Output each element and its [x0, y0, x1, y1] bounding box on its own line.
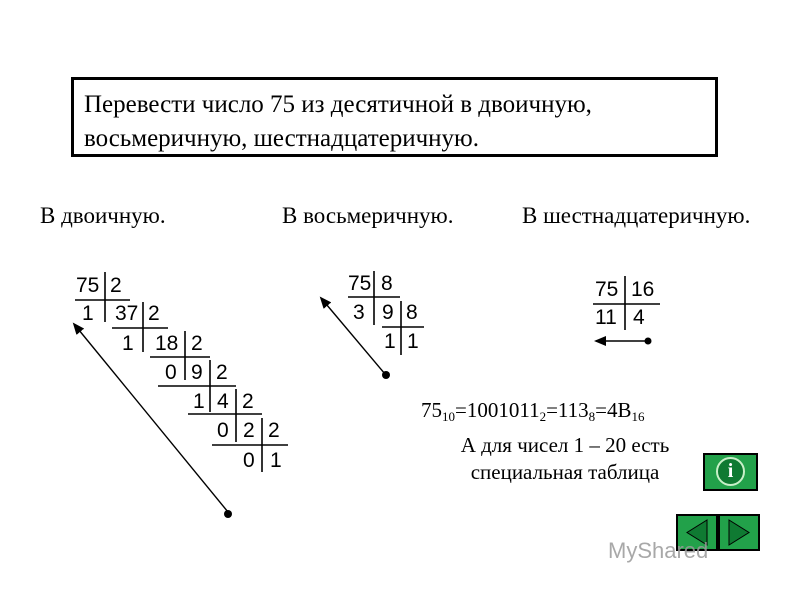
bin-divisor-4: 2 [216, 361, 228, 384]
hex-arrow-dot [645, 338, 652, 345]
task-line-1: Перевести число 75 из десятичной в двоичную, [84, 91, 592, 118]
octal-arrow-dot [382, 371, 390, 379]
bin-final-quotient: 1 [270, 449, 282, 472]
hex-quotient: 4 [633, 306, 645, 329]
result-hex: 4B [607, 398, 632, 422]
task-line-2: восьмеричную, шестнадцатеричную. [84, 125, 479, 152]
hex-dividend: 75 [595, 278, 619, 301]
bin-remainder-5: 0 [217, 419, 229, 442]
result-decimal: 75 [421, 398, 442, 422]
bin-divisor-3: 2 [191, 332, 203, 355]
hex-remainder: 11 [595, 306, 617, 329]
watermark: MyShared [608, 538, 709, 563]
oct-divisor-2: 8 [406, 301, 418, 324]
info-icon [716, 457, 745, 486]
bin-remainder-4: 1 [193, 390, 205, 413]
oct-quotient-1: 9 [382, 301, 394, 324]
result-base-8: 8 [588, 409, 596, 424]
table-note [420, 432, 710, 486]
header-hex: В шестнадцатеричную. [522, 203, 751, 228]
bin-quotient-1: 37 [115, 302, 139, 325]
bin-divisor-6: 2 [268, 419, 280, 442]
binary-arrow-dot [224, 510, 232, 518]
binary-arrow [74, 324, 228, 512]
oct-remainder-2: 1 [384, 330, 396, 353]
binary-division-lines [75, 272, 288, 472]
oct-dividend: 75 [348, 272, 372, 295]
hex-divisor: 16 [631, 278, 655, 301]
info-glyph: i [727, 460, 734, 482]
bin-remainder-6: 0 [243, 449, 255, 472]
result-base-10: 10 [442, 409, 455, 424]
bin-quotient-4: 4 [217, 390, 229, 413]
triangle-right-icon [720, 516, 758, 549]
result-base-16: 16 [631, 409, 645, 424]
bin-quotient-3: 9 [191, 361, 203, 384]
bin-divisor-5: 2 [242, 390, 254, 413]
header-octal: В восьмеричную. [282, 203, 454, 228]
bin-quotient-5: 2 [243, 419, 255, 442]
conversion-result: $75_{10}=1001011_2=113_8=4B_{16}$ [421, 398, 645, 424]
info-button[interactable] [703, 453, 758, 491]
bin-remainder-1: 1 [82, 302, 94, 325]
bin-quotient-2: 18 [155, 332, 179, 355]
next-slide-button[interactable] [718, 514, 760, 551]
note-line-2: специальная таблица [470, 460, 660, 484]
oct-divisor-1: 8 [381, 272, 393, 295]
note-line-1: А для чисел 1 – 20 есть [460, 433, 670, 457]
bin-remainder-3: 0 [165, 361, 177, 384]
oct-quotient-2: 1 [407, 330, 419, 353]
bin-divisor-1: 2 [110, 274, 122, 297]
result-binary: 1001011 [466, 398, 540, 422]
header-binary: В двоичную. [40, 203, 166, 228]
result-base-2: 2 [539, 409, 547, 424]
oct-remainder-1: 3 [353, 301, 365, 324]
bin-remainder-2: 1 [122, 332, 134, 355]
bin-divisor-2: 2 [148, 302, 160, 325]
result-octal: 113 [557, 398, 589, 422]
bin-dividend-1: 75 [76, 274, 100, 297]
